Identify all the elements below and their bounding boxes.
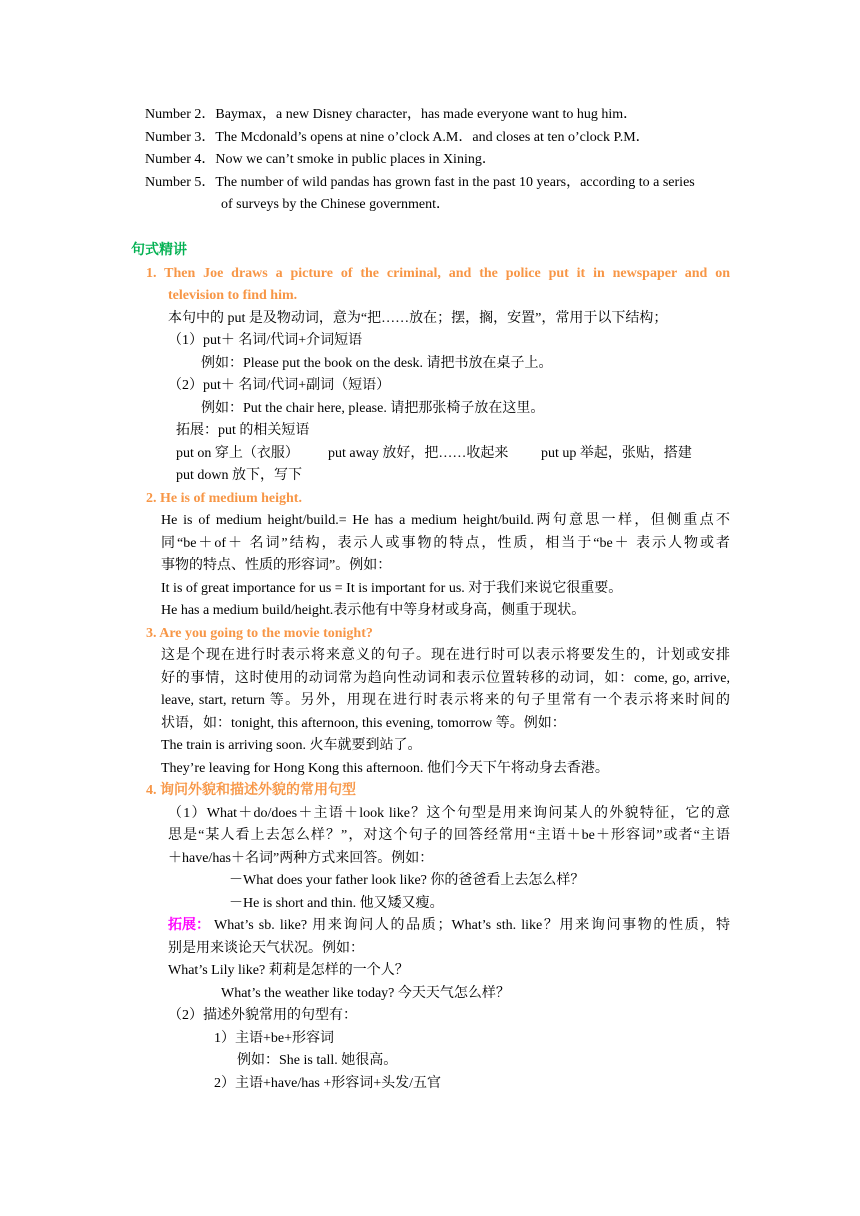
s2-heading: 2. He is of medium height. — [146, 491, 302, 506]
section-title: 句式精讲 — [131, 243, 187, 258]
s3-paragraph-line-3: leave, start, return 等。另外，用现在进行时表示将来的句子里常有一个表示将来时间的 — [161, 693, 730, 708]
number-3-line: Number 3．The Mcdonald’s opens at nine o’clock A.M．and closes at ten o’clock P.M． — [145, 130, 650, 145]
s4-pattern-2: 2）主语+have/has +形容词+头发/五官 — [214, 1076, 442, 1091]
s3-paragraph-line-4: 状语，如：tonight, this afternoon, this evening, tomorrow 等。例如： — [161, 716, 566, 731]
s3-paragraph-line-1: 这是个现在进行时表示将来意义的句子。现在进行时可以表示将要发生的，计划或安排 — [161, 648, 730, 663]
s3-example-1: The train is arriving soon. 火车就要到站了。 — [161, 738, 422, 753]
s4-extension-example-1: What’s Lily like? 莉莉是怎样的一个人？ — [168, 963, 409, 978]
s4-paragraph-line-1: （1）What＋do/does＋主语＋look like？这个句型是用来询问某人的外貌特征，它的意 — [168, 806, 730, 821]
s1-structure-2: （2）put＋ 名词/代词+副词（短语） — [168, 378, 391, 393]
s3-example-2: They’re leaving for Hong Kong this afternoon. 他们今天下午将动身去香港。 — [161, 761, 609, 776]
s4-extension-line-2: 别是用来谈论天气状况。例如： — [168, 941, 364, 956]
s4-dialogue-answer: －He is short and thin. 他又矮又瘦。 — [229, 896, 444, 911]
s3-heading: 3. Are you going to the movie tonight? — [146, 626, 373, 641]
s4-dialogue-question: －What does your father look like? 你的爸爸看上去怎么样？ — [229, 873, 585, 888]
s1-phrase-put-away: put away 放好，把……收起来 — [328, 446, 509, 461]
s2-example-2: He has a medium build/height.表示他有中等身材或身高，侧重于现状。 — [161, 603, 586, 618]
s4-pattern-1-example: 例如：She is tall. 她很高。 — [237, 1053, 398, 1068]
s4-paragraph-line-3: ＋have/has＋名词”两种方式来回答。例如： — [168, 851, 434, 866]
s1-structure-2-example: 例如：Put the chair here, please. 请把那张椅子放在这里。 — [201, 401, 545, 416]
s1-structure-1: （1）put＋ 名词/代词+介词短语 — [168, 333, 363, 348]
s3-paragraph-line-2: 好的事情，这时使用的动词常为趋向性动词和表示位置转移的动词，如：come, go, arrive, — [161, 671, 730, 686]
s4-pattern-1: 1）主语+be+形容词 — [214, 1031, 335, 1046]
number-2-line: Number 2．Baymax，a new Disney character，has made everyone want to hug him． — [145, 107, 638, 122]
s1-structure-1-example: 例如：Please put the book on the desk. 请把书放在桌子上。 — [201, 356, 553, 371]
s1-phrase-put-on: put on 穿上（衣服） — [176, 446, 299, 461]
s4-heading: 4. 询问外貌和描述外貌的常用句型 — [146, 783, 356, 798]
s2-example-1: It is of great importance for us = It is important for us. 对于我们来说它很重要。 — [161, 581, 623, 596]
s1-heading-line-1: 1. Then Joe draws a picture of the criminal, and the police put it in newspaper and on — [146, 266, 730, 281]
s2-paragraph-line-2: 同“be＋of＋ 名词”结构，表示人或事物的特点，性质，相当于“be＋ 表示人物或者 — [161, 536, 730, 551]
s1-extension-label: 拓展：put 的相关短语 — [176, 423, 310, 438]
s2-paragraph-line-1: He is of medium height/build.= He has a medium height/build.两句意思一样，但侧重点不 — [161, 513, 730, 528]
s4-structure-2: （2）描述外貌常用的句型有： — [168, 1008, 357, 1023]
number-4-line: Number 4．Now we can’t smoke in public places in Xining． — [145, 152, 496, 167]
s2-paragraph-line-3: 事物的特点、性质的形容词”。例如： — [161, 558, 392, 573]
s4-extension-line-1: What’s sb. like? 用来询问人的品质；What’s sth. like？用来询问事物的性质，特 — [214, 918, 730, 933]
s1-phrase-put-up: put up 举起，张贴，搭建 — [541, 446, 692, 461]
number-5-line: Number 5．The number of wild pandas has grown fast in the past 10 years，according to a series — [145, 175, 695, 190]
s1-heading-line-2: television to find him. — [168, 288, 298, 303]
s4-paragraph-line-2: 思是“某人看上去怎么样？”，对这个句子的回答经常用“主语＋be＋形容词”或者“主语 — [168, 828, 730, 843]
s4-extension-label: 拓展： — [168, 918, 210, 933]
s1-intro: 本句中的 put 是及物动词，意为“把……放在；摆，搁，安置”，常用于以下结构； — [168, 311, 668, 326]
s1-phrase-put-down: put down 放下，写下 — [176, 468, 302, 483]
s4-extension-example-2: What’s the weather like today? 今天天气怎么样？ — [221, 986, 510, 1001]
number-5-continuation: of surveys by the Chinese government． — [221, 197, 451, 212]
